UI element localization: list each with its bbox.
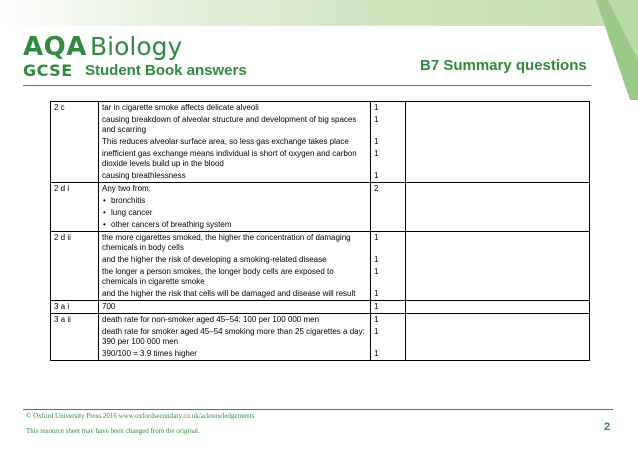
copyright-notice: © Oxford University Press 2016 www.oxfordsecondary.co.uk/acknowledgements xyxy=(26,412,255,420)
answers-table xyxy=(50,101,590,361)
table-row xyxy=(51,102,590,183)
footer-divider xyxy=(23,409,613,410)
answer-intro: Any two from: xyxy=(102,184,151,193)
mark-value: 1 xyxy=(374,233,379,242)
marks-cell xyxy=(371,183,406,232)
marks-cell xyxy=(371,301,406,314)
list-item: • other cancers of breathing system xyxy=(102,220,367,230)
answer-line: the longer a person smokes, the longer body cells are exposed to chemicals in cigarette smoke xyxy=(102,267,334,286)
answer-line: causing breakdown of alveolar structure and development of big spaces and scarring xyxy=(102,115,357,134)
mark-value: 1 xyxy=(374,255,379,264)
mark-value: 1 xyxy=(374,171,379,180)
marks-cell xyxy=(371,314,406,361)
list-item: • bronchitis xyxy=(102,196,367,206)
mark-value: 1 xyxy=(374,289,379,298)
comments-cell xyxy=(406,183,590,232)
answer-line: causing breathlessness xyxy=(102,171,186,180)
question-number: 2 d ii xyxy=(51,232,99,301)
modification-notice: This resource sheet may have been changed from the original. xyxy=(26,427,200,435)
page-number: 2 xyxy=(604,421,611,433)
subject-title: Biology xyxy=(90,32,183,61)
header-band xyxy=(0,0,638,26)
answer-line: 700 xyxy=(102,302,116,311)
mark-value: 1 xyxy=(374,327,379,336)
level-label: GCSE xyxy=(23,61,73,80)
mark-value: 1 xyxy=(374,302,379,311)
mark-value: 1 xyxy=(374,115,379,124)
mark-value: 1 xyxy=(374,149,379,158)
answer-cell xyxy=(99,314,371,361)
answer-cell xyxy=(99,232,371,301)
comments-cell xyxy=(406,232,590,301)
comments-cell xyxy=(406,102,590,183)
table-row xyxy=(51,301,590,314)
comments-cell xyxy=(406,301,590,314)
mark-value: 1 xyxy=(374,267,379,276)
answer-line: This reduces alveolar surface area, so less gas exchange takes place xyxy=(102,137,349,146)
question-number: 3 a ii xyxy=(51,314,99,361)
mark-value: 1 xyxy=(374,103,379,112)
question-number: 3 a i xyxy=(51,301,99,314)
table-row xyxy=(51,232,590,301)
marks-cell xyxy=(371,232,406,301)
mark-value: 1 xyxy=(374,349,379,358)
answer-line: tar in cigarette smoke affects delicate alveoli xyxy=(102,103,259,112)
mark-value: 1 xyxy=(374,137,379,146)
answer-line: 390/100 = 3.9 times higher xyxy=(102,349,197,358)
mark-value: 1 xyxy=(374,315,379,324)
comments-cell xyxy=(406,314,590,361)
question-number: 2 c xyxy=(51,102,99,183)
section-title: B7 Summary questions xyxy=(420,57,587,74)
brand-logo: AQA xyxy=(23,32,87,62)
answer-cell xyxy=(99,183,371,232)
answer-line: and the higher the risk of developing a smoking-related disease xyxy=(102,255,327,264)
list-item: • lung cancer xyxy=(102,208,367,218)
header-divider xyxy=(23,85,591,86)
mark-value: 2 xyxy=(374,184,379,193)
question-number: 2 d i xyxy=(51,183,99,232)
marks-cell xyxy=(371,102,406,183)
answer-cell xyxy=(99,102,371,183)
answer-line: inefficient gas exchange means individual is short of oxygen and carbon dioxide levels build up in the blood xyxy=(102,149,357,168)
answer-bullet-list xyxy=(102,196,367,230)
table-row xyxy=(51,314,590,361)
answer-line: death rate for non-smoker aged 45–54: 100 per 100 000 men xyxy=(102,315,320,324)
answer-line: and the higher the risk that cells will be damaged and disease will result xyxy=(102,289,356,298)
table-row xyxy=(51,183,590,232)
document-subtitle: Student Book answers xyxy=(85,62,247,79)
answer-line: the more cigarettes smoked, the higher the concentration of damaging chemicals in body cells xyxy=(102,233,351,252)
answer-line: death rate for smoker aged 45–54 smoking more than 25 cigarettes a day: 390 per 100 000 men xyxy=(102,327,365,346)
answer-cell xyxy=(99,301,371,314)
